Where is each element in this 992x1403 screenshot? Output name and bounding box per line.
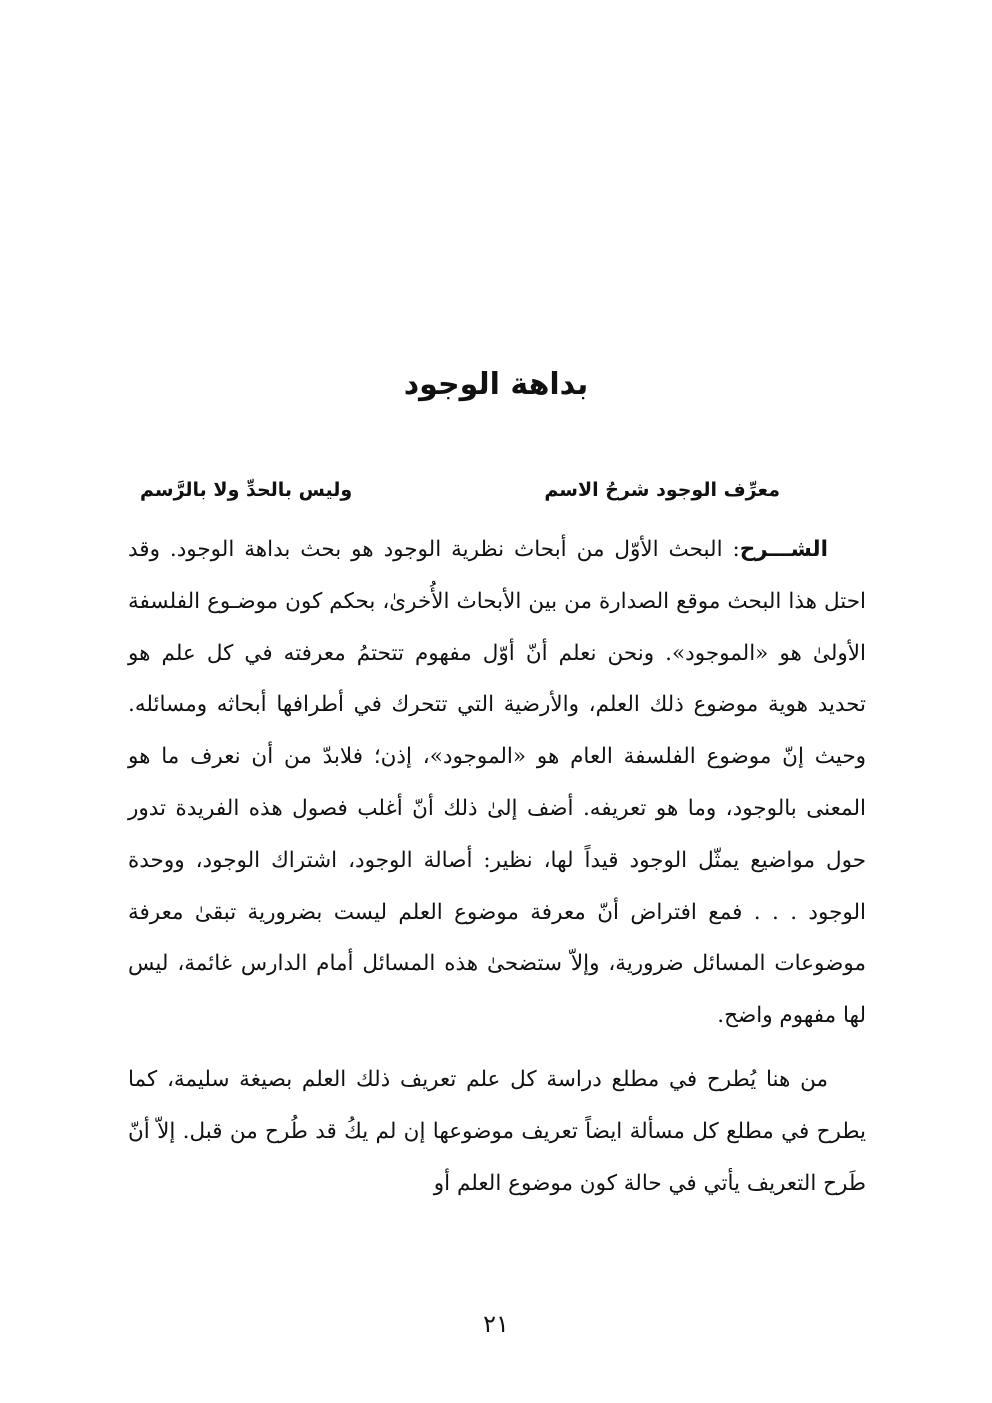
body-text [128,524,866,1209]
page-number: ٢١ [483,1310,509,1338]
verse-first-hemistich: معرِّف الوجود شرحُ الاسم [544,479,780,501]
paragraph-text: من هنا يُطرح في مطلع دراسة كل علم تعريف ذلك العلم بصيغة سليمة، كما يطرح في مطلع كل مسألة ايضاً تعريف موضوعها إن لم يكُ قد طُرح من قبل. إلاّ أنّ طَرح التعريف يأتي في حالة كون موضوع العلم أو [128,1066,866,1196]
lead-word: الشـــرح [739,537,828,562]
paragraph [128,1054,866,1209]
verse-second-hemistich: وليس بالحدِّ ولا بالرَّسم [140,479,353,501]
paragraph-text: : البحث الأوّل من أبحاث نظرية الوجود هو بحث بداهة الوجود. وقد احتل هذا البحث موقع الصدارة من بين الأبحاث الأُخرىٰ، بحكم كون موضـوع الفلسفة الأولىٰ هو «الموجود». ونحن نعلم أنّ أوّل مفهوم تتحتمُ معرفته في كل علم هو تحديد هوية موضوع ذلك العلم، والأرضية التي تتحرك في أطرافها أبحاثه ومسائله. وحيث إنّ موضوع الفلسفة العام هو «الموجود»، إذن؛ فلابدّ من أن نعرف ما هو المعنى بالوجود، وما هو تعريفه. أضف إلىٰ ذلك أنّ أغلب فصول هذه الفريدة تدور حول مواضيع يمثّل الوجود قيداً لها، نظير: أصالة الوجود، اشتراك الوجود، ووحدة الوجود . . . فمع افتراض أنّ معرفة موضوع العلم ليست بضرورية تبقىٰ معرفة موضوعات المسائل ضرورية، وإلاّ ستضحىٰ هذه المسائل أمام الدارس غائمة، ليس لها مفهوم واضح. [128,537,866,1029]
verse-line [140,470,780,510]
chapter-title: بداهة الوجود [403,367,589,402]
paragraph [128,524,866,1042]
